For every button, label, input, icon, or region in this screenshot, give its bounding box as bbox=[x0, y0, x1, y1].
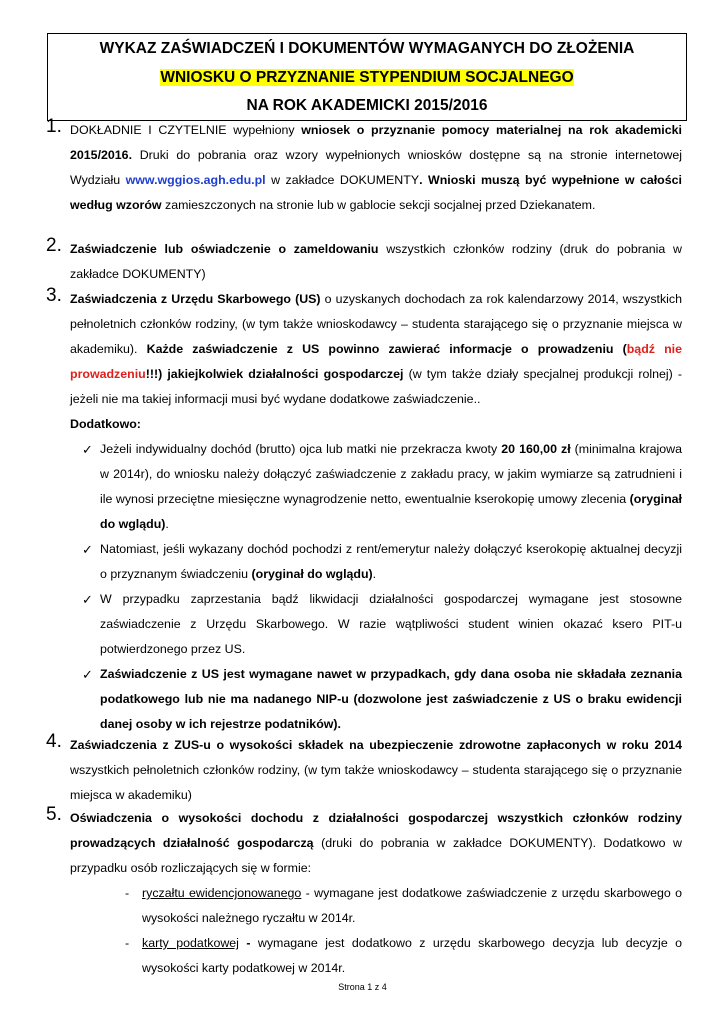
checkmark-icon: ✓ bbox=[82, 592, 93, 607]
bold-text: 20 160,00 zł bbox=[501, 442, 571, 456]
checkmark-icon: ✓ bbox=[82, 442, 93, 457]
title-line-3: NA ROK AKADEMICKI 2015/2016 bbox=[246, 97, 488, 114]
item-text bbox=[70, 237, 682, 287]
text-run: Natomiast, jeśli wykazany dochód pochodzi z rent/emerytur należy dołączyć kserokopię aktualnej decyzji o przyznanym świadczeniu bbox=[100, 542, 682, 581]
bold-text: . Wnioski muszą być wypełnione w całości według wzorów bbox=[70, 173, 682, 212]
text-run: (druki do pobrania w zakładce DOKUMENTY). Dodatkowo w przypadku osób rozliczających się w formie: bbox=[70, 836, 682, 875]
item-text bbox=[70, 287, 682, 412]
checkmark-icon: ✓ bbox=[82, 542, 93, 557]
check-item bbox=[70, 437, 682, 537]
item-text bbox=[70, 806, 682, 881]
text-run: . bbox=[165, 517, 169, 531]
text-run: zamieszczonych na stronie lub w gablocie sekcji socjalnej przed Dziekanatem. bbox=[161, 198, 596, 212]
item-number: 2. bbox=[46, 235, 62, 256]
bold-text: Zaświadczenie lub oświadczenie o zameldowaniu bbox=[70, 242, 379, 256]
bold-text: !!!) jakiejkolwiek działalności gospodarczej bbox=[145, 367, 404, 381]
list-item-4 bbox=[46, 731, 682, 808]
dash-item bbox=[70, 931, 682, 981]
bold-text: Zaświadczenie z US jest wymagane nawet w przypadkach, gdy dana osoba nie składała zeznania podatkowego lub nie ma nadanego NIP-u (dozwolone jest zaświadczenie z US o braku ewidencji danej osoby w ich rejestrze podatników). bbox=[100, 667, 682, 731]
text-run: wszystkich pełnoletnich członków rodziny, (w tym także wnioskodawcy – studenta starającego się o przyznanie miejsca w akademiku) bbox=[70, 763, 682, 802]
list-item-3 bbox=[46, 285, 682, 737]
item-number: 4. bbox=[46, 731, 62, 752]
checkmark-icon: ✓ bbox=[82, 667, 93, 682]
check-item-text bbox=[100, 542, 682, 581]
title-line-2-highlight: WNIOSKU O PRZYZNANIE STYPENDIUM SOCJALNEGO bbox=[160, 69, 574, 86]
text-run: wszystkich członków rodziny (druk do pobrania w zakładce DOKUMENTY) bbox=[70, 242, 682, 281]
link-text[interactable]: www.wggios.agh.edu.pl bbox=[125, 173, 266, 187]
page-footer: Strona 1 z 4 bbox=[338, 982, 387, 992]
bold-text: wniosek o przyznanie pomocy materialnej na rok akademicki 2015/2016. bbox=[70, 123, 682, 162]
check-item bbox=[70, 537, 682, 587]
dash-item-text bbox=[142, 886, 682, 925]
bold-text: Każde zaświadczenie z US powinno zawierać informacje o prowadzeniu ( bbox=[146, 342, 627, 356]
check-item bbox=[70, 662, 682, 737]
title-box bbox=[47, 33, 687, 121]
dash-bullet: - bbox=[125, 886, 130, 900]
text-run: . bbox=[372, 567, 377, 581]
item-text bbox=[70, 118, 682, 218]
text-run: o uzyskanych dochodach za rok kalendarzowy 2014, wszystkich pełnoletnich członków rodziny, (w tym także wnioskodawcy – studenta starającego się o przyznanie miejsca w akademiku). bbox=[70, 292, 682, 356]
dash-item bbox=[70, 881, 682, 931]
list-item-2 bbox=[46, 235, 682, 287]
text-run: (w tym także działy specjalnej produkcji rolnej) - jeżeli nie ma takiej informacji musi być wydane dodatkowe zaświadczenie.. bbox=[70, 367, 682, 406]
bold-text: Oświadczenia o wysokości dochodu z działalności gospodarczej wszystkich członków rodziny prowadzących działalność gospodarczą bbox=[70, 811, 682, 850]
item-number: 3. bbox=[46, 285, 62, 306]
text-run: Druki do pobrania oraz wzory wypełnionych wniosków dostępne są na stronie internetowej Wydziału bbox=[70, 148, 682, 187]
highlight-text: bądź nie prowadzeniu bbox=[70, 342, 682, 381]
bold-text: - bbox=[238, 936, 258, 950]
text-run: wymagane jest dodatkowo z urzędu skarbowego decyzja lub decyzje o wysokości karty podatkowej w 2014r. bbox=[142, 936, 682, 975]
extra-label: Dodatkowo: bbox=[70, 417, 141, 431]
dash-bullet: - bbox=[125, 936, 130, 950]
check-item bbox=[70, 587, 682, 662]
check-item-text bbox=[100, 442, 682, 531]
item-number: 1. bbox=[46, 116, 62, 137]
text-run: (minimalna krajowa w 2014r), do wniosku należy dołączyć zaświadczenie z zakładu pracy, w jakim wymiarze są zatrudnieni i ile wynosi przeciętne miesięczne wynagrodzenie netto, ewentualnie kserokopię umowy zlecenia bbox=[100, 442, 682, 506]
text-run: w zakładce DOKUMENTY bbox=[265, 173, 420, 187]
text-run: - wymagane jest dodatkowe zaświadczenie z urzędu skarbowego o wysokości należnego ryczałtu w 2014r. bbox=[142, 886, 682, 925]
underlined-text: ryczałtu ewidencjonowanego bbox=[142, 886, 302, 900]
bold-text: (oryginał do wglądu) bbox=[100, 492, 682, 531]
text-run: Jeżeli indywidualny dochód (brutto) ojca lub matki nie przekracza kwoty bbox=[100, 442, 502, 456]
bold-text: Zaświadczenia z ZUS-u o wysokości składek na ubezpieczenie zdrowotne zapłaconych w roku 2014 bbox=[70, 738, 682, 752]
title-line-2 bbox=[48, 69, 686, 87]
title-line-1: WYKAZ ZAŚWIADCZEŃ I DOKUMENTÓW WYMAGANYCH DO ZŁOŻENIA bbox=[99, 40, 635, 57]
bold-text: Zaświadczenia z Urzędu Skarbowego (US) bbox=[70, 292, 321, 306]
bold-text: (oryginał do wglądu) bbox=[251, 567, 373, 581]
list-item-1 bbox=[46, 116, 682, 218]
item-number: 5. bbox=[46, 804, 62, 825]
text-run: DOKŁADNIE I CZYTELNIE wypełniony bbox=[70, 123, 302, 137]
text-run: W przypadku zaprzestania bądź likwidacji działalności gospodarczej wymagane jest stosowne zaświadczenie z Urzędu Skarbowego. W razie wątpliwości student winien okazać ksero PIT-u potwierdzonego przez US. bbox=[100, 592, 682, 656]
underlined-text: karty podatkowej bbox=[142, 936, 239, 950]
dash-item-text bbox=[142, 936, 682, 975]
item-text bbox=[70, 733, 682, 808]
check-item-text bbox=[100, 592, 682, 656]
check-item-text bbox=[100, 667, 682, 731]
list-item-5 bbox=[46, 804, 682, 981]
